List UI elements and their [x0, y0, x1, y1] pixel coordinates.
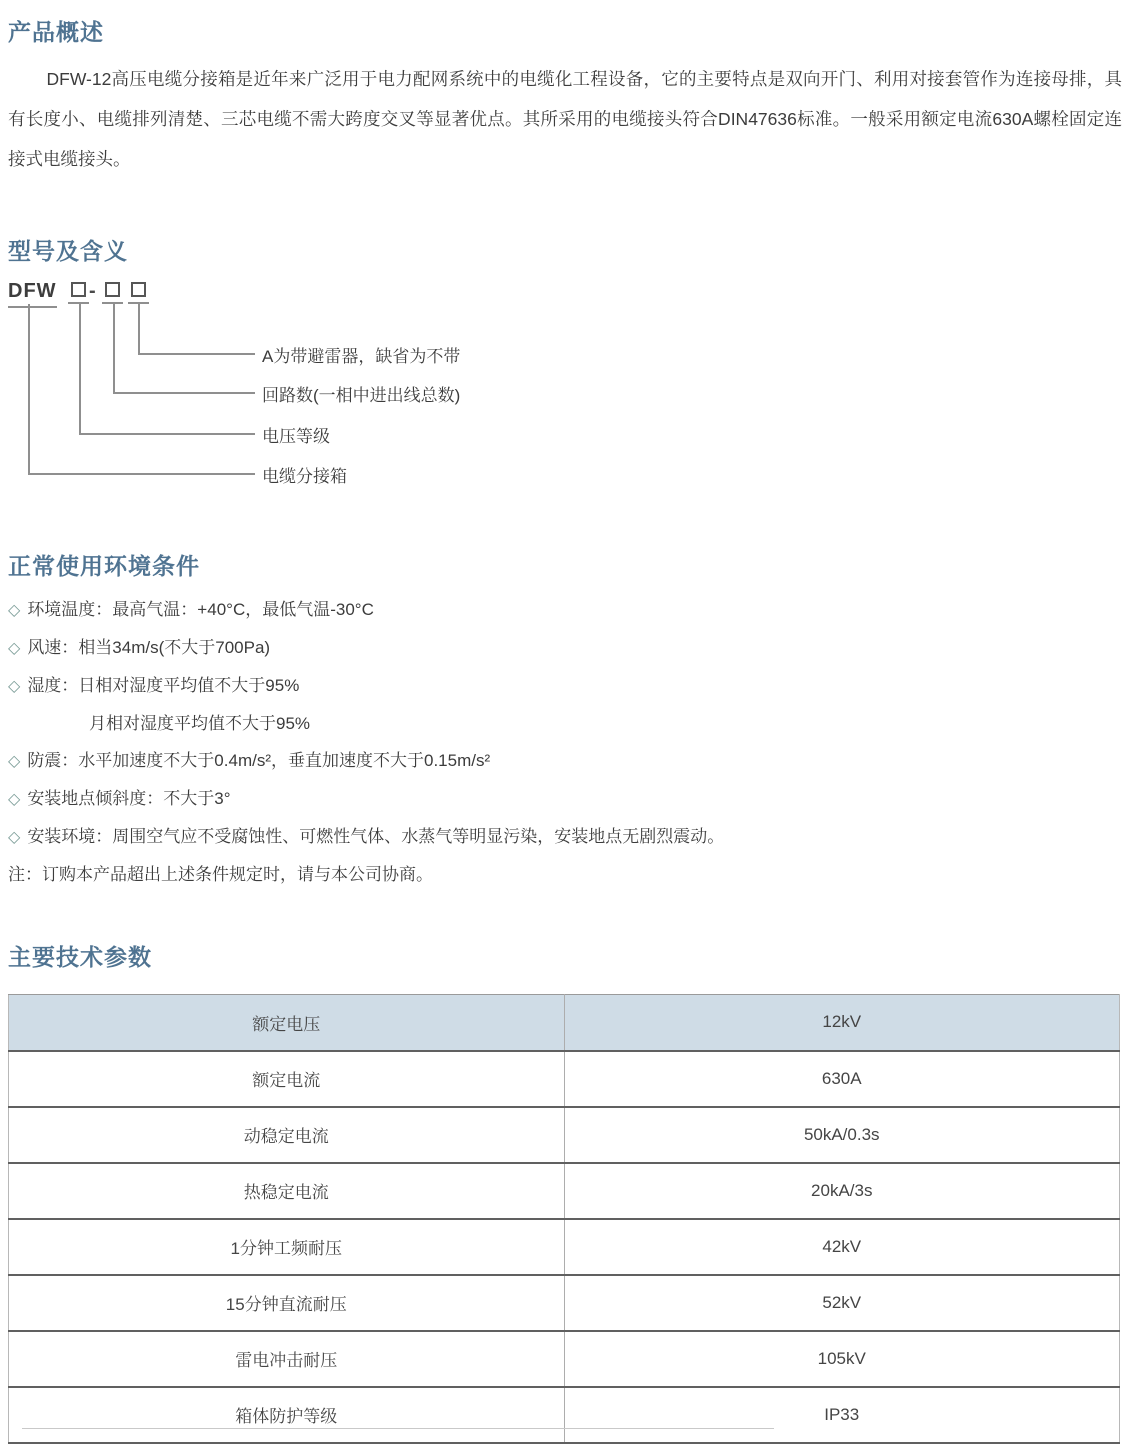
model-label: 电缆分接箱	[262, 467, 347, 486]
param-value-cell: 630A	[564, 1051, 1120, 1107]
param-name-cell: 热稳定电流	[9, 1163, 565, 1219]
diamond-bullet-icon: ◇	[8, 753, 21, 770]
table-row	[9, 995, 1120, 1051]
overview-paragraph: DFW-12高压电缆分接箱是近年来广泛用于电力配网系统中的电缆化工程设备，它的主要特点是双向开门、利用对接套管作为连接母排，具有长度小、电缆排列清楚、三芯电缆不需大跨度交叉等显著优点。其所采用的电缆接头符合DIN47636标准。一般采用额定电流630A螺栓固定连接式电缆接头。	[8, 69, 1122, 169]
model-code-box	[102, 282, 123, 304]
section-overview	[0, 0, 1130, 179]
table-row	[9, 1275, 1120, 1331]
param-name-cell: 箱体防护等级	[9, 1387, 565, 1443]
spec-table	[8, 994, 1120, 1444]
condition-item	[8, 629, 1130, 667]
condition-item	[8, 818, 1130, 856]
table-row	[9, 1331, 1120, 1387]
section-parameters	[0, 939, 1130, 1444]
table-row	[9, 1051, 1120, 1107]
table-row	[9, 1163, 1120, 1219]
overview-title: 产品概述	[8, 19, 104, 45]
connector-line	[138, 304, 140, 353]
param-name-cell: 额定电流	[9, 1051, 565, 1107]
parameters-title: 主要技术参数	[8, 944, 152, 970]
model-code-box	[128, 282, 149, 304]
param-value-cell: IP33	[564, 1387, 1120, 1443]
condition-item	[8, 780, 1130, 818]
model-label: 电压等级	[262, 427, 330, 446]
param-value-cell: 20kA/3s	[564, 1163, 1120, 1219]
condition-item	[8, 591, 1130, 629]
param-name-cell: 1分钟工频耐压	[9, 1219, 565, 1275]
conditions-list	[8, 591, 1130, 893]
param-name-cell: 动稳定电流	[9, 1107, 565, 1163]
section-conditions	[0, 548, 1130, 893]
model-prefix: DFW	[8, 280, 57, 308]
condition-text: 风速：相当34m/s(不大于700Pa)	[27, 638, 271, 657]
box-icon	[131, 282, 146, 297]
model-label: 回路数(一相中进出线总数)	[262, 386, 461, 405]
model-code-box	[68, 282, 89, 304]
model-label: A为带避雷器，缺省为不带	[262, 347, 461, 366]
condition-text: 防震：水平加速度不大于0.4m/s²，垂直加速度不大于0.15m/s²	[27, 751, 491, 770]
condition-text: 月相对湿度平均值不大于95%	[89, 714, 311, 733]
param-value-cell: 42kV	[564, 1219, 1120, 1275]
condition-item	[8, 742, 1130, 780]
diamond-bullet-icon: ◇	[8, 640, 21, 657]
connector-line	[79, 304, 81, 433]
param-value-cell: 105kV	[564, 1331, 1120, 1387]
diamond-bullet-icon: ◇	[8, 602, 21, 619]
connector-line	[113, 304, 115, 392]
condition-text: 安装地点倾斜度：不大于3°	[27, 789, 231, 808]
box-icon	[105, 282, 120, 297]
param-value-cell: 12kV	[564, 995, 1120, 1051]
param-value-cell: 50kA/0.3s	[564, 1107, 1120, 1163]
condition-item	[8, 667, 1130, 705]
bottom-divider	[22, 1428, 774, 1429]
connector-line	[113, 392, 255, 394]
table-row	[9, 1219, 1120, 1275]
condition-text: 湿度：日相对湿度平均值不大于95%	[27, 676, 300, 695]
box-icon	[71, 282, 86, 297]
table-row	[9, 1387, 1120, 1443]
condition-text: 环境温度：最高气温：+40°C，最低气温-30°C	[27, 600, 374, 619]
connector-line	[28, 304, 30, 473]
conditions-title: 正常使用环境条件	[8, 553, 200, 579]
model-designation-diagram	[0, 280, 760, 492]
param-name-cell: 15分钟直流耐压	[9, 1275, 565, 1331]
connector-line	[28, 473, 255, 475]
condition-item	[8, 705, 1130, 742]
diamond-bullet-icon: ◇	[8, 678, 21, 695]
param-name-cell: 额定电压	[9, 995, 565, 1051]
connector-line	[79, 433, 255, 435]
diamond-bullet-icon: ◇	[8, 829, 21, 846]
conditions-note	[8, 856, 1130, 893]
connector-line	[138, 353, 255, 355]
table-row	[9, 1107, 1120, 1163]
note-text: 注：订购本产品超出上述条件规定时，请与本公司协商。	[8, 865, 433, 884]
section-model	[0, 233, 1130, 492]
model-title: 型号及含义	[8, 238, 128, 264]
model-dash: -	[89, 280, 96, 302]
diamond-bullet-icon: ◇	[8, 791, 21, 808]
param-name-cell: 雷电冲击耐压	[9, 1331, 565, 1387]
condition-text: 安装环境：周围空气应不受腐蚀性、可燃性气体、水蒸气等明显污染，安装地点无剧烈震动。	[27, 827, 725, 846]
param-value-cell: 52kV	[564, 1275, 1120, 1331]
